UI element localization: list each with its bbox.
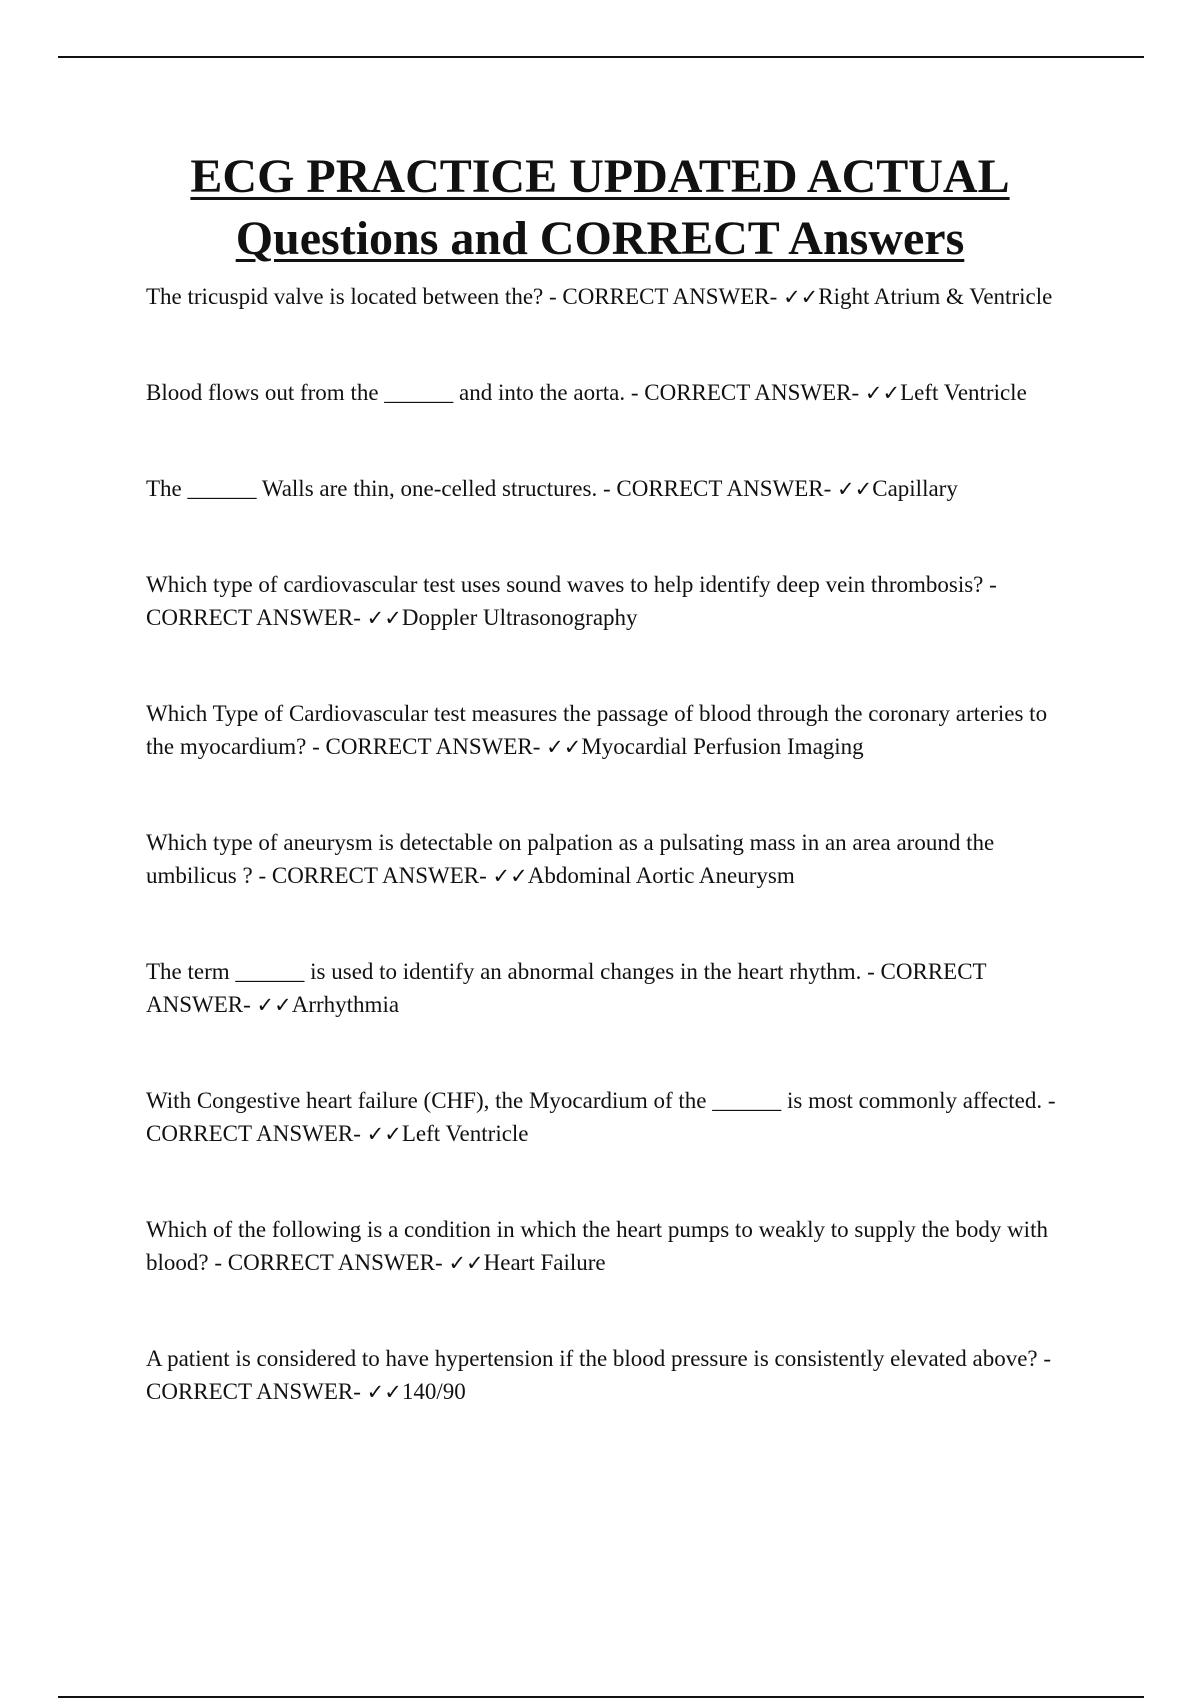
question-text: Which of the following is a condition in which the heart pumps to weakly to supply the body with blood? [146, 1217, 1048, 1275]
answer-marker: - CORRECT ANSWER- [146, 1346, 1052, 1404]
answer-marker: - CORRECT ANSWER- [146, 959, 987, 1017]
page-title [60, 146, 1140, 270]
double-check-icon: ✓✓ [837, 477, 873, 501]
qa-item [146, 376, 1066, 410]
answer-marker: - CORRECT ANSWER- [146, 1088, 1056, 1146]
question-text: Which Type of Cardiovascular test measures the passage of blood through the coronary arteries to the myocardium? [146, 701, 1048, 759]
qa-item [146, 697, 1066, 764]
answer-text: Left Ventricle [401, 1121, 529, 1146]
answer-text: Heart Failure [483, 1250, 606, 1275]
qa-item [146, 1342, 1066, 1409]
question-text: Which type of aneurysm is detectable on palpation as a pulsating mass in an area around the umbilicus ? [146, 830, 995, 888]
answer-marker: - CORRECT ANSWER- [146, 572, 997, 630]
answer-marker: - CORRECT ANSWER- [597, 476, 838, 501]
qa-item [146, 472, 1066, 506]
question-text: A patient is considered to have hypertension if the blood pressure is consistently elevated above? [146, 1346, 1038, 1371]
answer-text: Capillary [872, 476, 958, 501]
qa-item [146, 1213, 1066, 1280]
double-check-icon: ✓✓ [864, 381, 901, 405]
answer-text: Abdominal Aortic Aneurysm [527, 863, 795, 888]
answer-marker: - CORRECT ANSWER- [252, 863, 493, 888]
answer-text: 140/90 [401, 1379, 466, 1404]
title-line-2: Questions and CORRECT Answers [235, 212, 965, 265]
bottom-rule [58, 1696, 1144, 1698]
double-check-icon: ✓✓ [783, 285, 819, 309]
qa-item [146, 955, 1066, 1022]
qa-item [146, 568, 1066, 635]
answer-marker: - CORRECT ANSWER- [306, 734, 547, 759]
double-check-icon: ✓✓ [492, 864, 528, 888]
qa-item [146, 826, 1066, 893]
answer-text: Left Ventricle [900, 380, 1027, 405]
double-check-icon: ✓✓ [366, 1380, 402, 1404]
double-check-icon: ✓✓ [366, 1122, 402, 1146]
answer-marker: - CORRECT ANSWER- [625, 380, 865, 405]
qa-list [146, 280, 1066, 1471]
answer-marker: - CORRECT ANSWER- [208, 1250, 449, 1275]
answer-text: Doppler Ultrasonography [401, 605, 638, 630]
answer-marker: - CORRECT ANSWER- [543, 284, 784, 309]
question-text: With Congestive heart failure (CHF), the Myocardium of the ______ is most commonly affected. [146, 1088, 1043, 1113]
double-check-icon: ✓✓ [448, 1251, 484, 1275]
qa-item [146, 280, 1066, 314]
answer-text: Myocardial Perfusion Imaging [581, 734, 864, 759]
question-text: The term ______ is used to identify an abnormal changes in the heart rhythm. [146, 959, 862, 984]
double-check-icon: ✓✓ [256, 993, 292, 1017]
double-check-icon: ✓✓ [546, 735, 582, 759]
title-line-1: ECG PRACTICE UPDATED ACTUAL [190, 150, 1010, 203]
answer-text: Arrhythmia [291, 992, 400, 1017]
answer-text: Right Atrium & Ventricle [818, 284, 1053, 309]
double-check-icon: ✓✓ [366, 606, 402, 630]
question-text: The ______ Walls are thin, one-celled structures. [146, 476, 598, 501]
question-text: Blood flows out from the ______ and into the aorta. [146, 380, 626, 405]
question-text: The tricuspid valve is located between the? [146, 284, 544, 309]
top-rule [58, 56, 1144, 58]
qa-item [146, 1084, 1066, 1151]
question-text: Which type of cardiovascular test uses sound waves to help identify deep vein thrombosis? [146, 572, 984, 597]
